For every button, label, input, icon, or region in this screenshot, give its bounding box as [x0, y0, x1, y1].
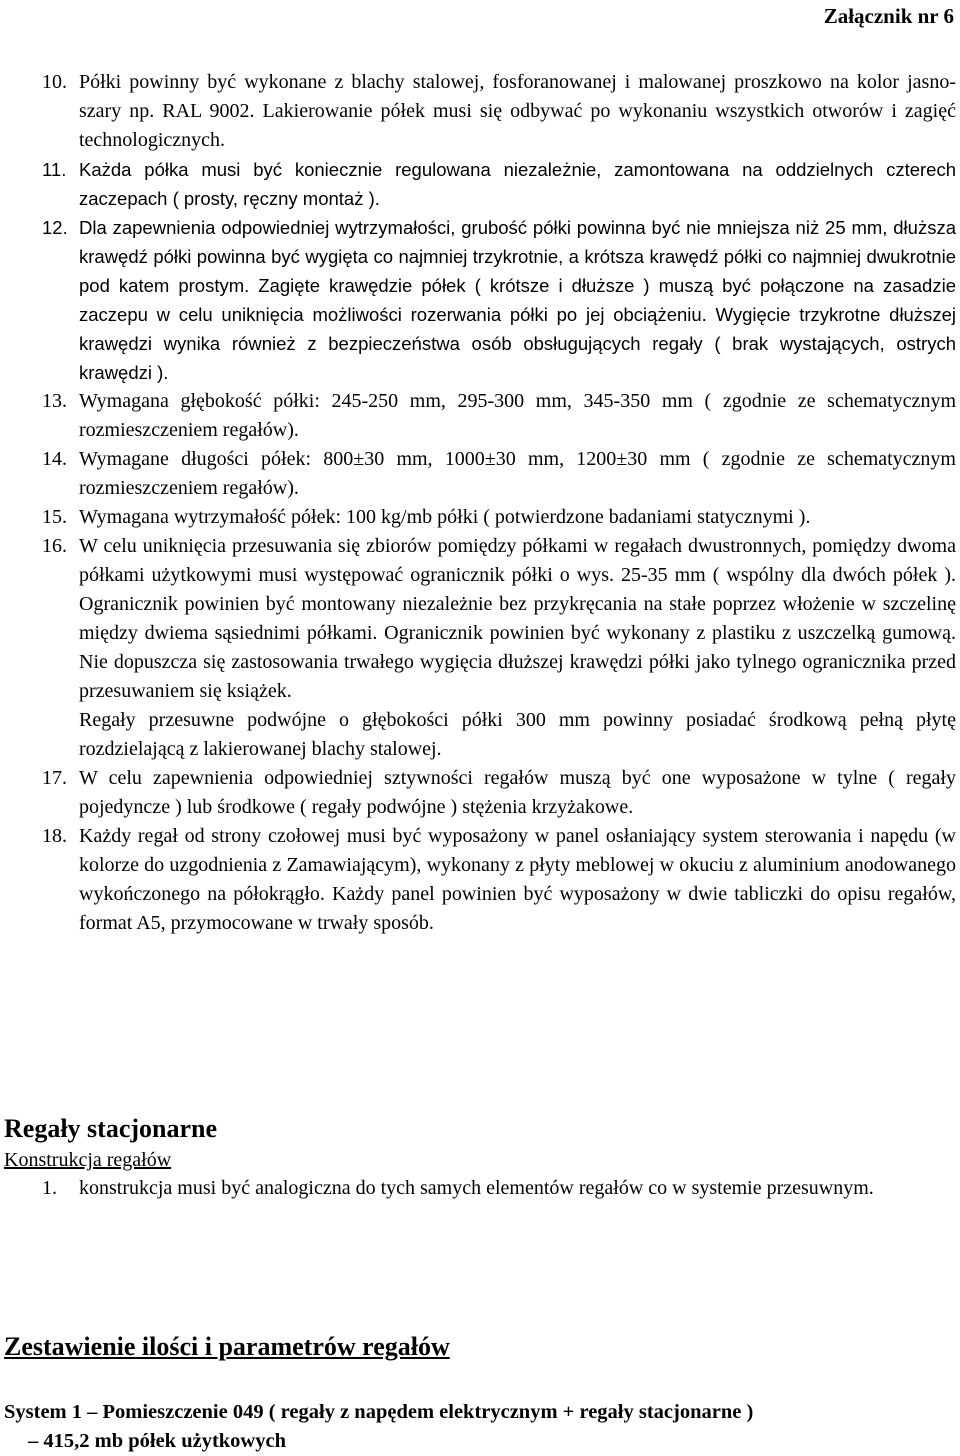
list-item: [42, 155, 956, 213]
list-item: [42, 532, 956, 764]
item-number: 18.: [42, 825, 67, 847]
list-item: [42, 822, 956, 938]
list-item: [42, 387, 956, 445]
item-text: Wymagana wytrzymałość półek: 100 kg/mb półki ( potwierdzone badaniami statycznymi ).: [79, 506, 811, 528]
item-text: Wymagana głębokość półki: 245-250 mm, 295-300 mm, 345-350 mm ( zgodnie ze schematycznym rozmieszczeniem regałów).: [79, 390, 956, 441]
list-item: [42, 1174, 956, 1203]
item-number: 10.: [42, 71, 67, 93]
item-text: Półki powinny być wykonane z blachy stalowej, fosforanowanej i malowanej proszkowo na kolor jasno-szary np. RAL 9002. Lakierowanie półek musi się odbywać po wykonaniu wszystkich otworów i zagięć technologicznych.: [79, 71, 956, 151]
list-item: [42, 68, 956, 155]
item-text: Każda półka musi być koniecznie regulowana niezależnie, zamontowana na oddzielnych czterech zaczepach ( prosty, ręczny montaż ).: [79, 159, 956, 209]
item-text-continuation: Regały przesuwne podwójne o głębokości półki 300 mm powinny posiadać środkową pełną płytę rozdzielającą z lakierowanej blachy stalowej.: [79, 709, 956, 760]
list-item: [42, 503, 956, 532]
requirements-list: [42, 68, 956, 938]
item-text: W celu zapewnienia odpowiedniej sztywności regałów muszą być one wyposażone w tylne ( regały pojedyncze ) lub środkowe ( regały podwójne ) stężenia krzyżakowe.: [79, 767, 956, 818]
item-number: 17.: [42, 767, 67, 789]
annex-label: Załącznik nr 6: [823, 4, 954, 28]
stationary-section: [4, 1112, 956, 1203]
system-summary: [4, 1398, 956, 1456]
system-line: System 1 – Pomieszczenie 049 ( regały z napędem elektrycznym + regały stacjonarne ): [4, 1401, 754, 1423]
list-item: [42, 764, 956, 822]
item-number: 1.: [42, 1177, 57, 1199]
item-number: 14.: [42, 448, 67, 470]
item-text: Każdy regał od strony czołowej musi być wyposażony w panel osłaniający system sterowania i napędu (w kolorze do uzgodnienia z Zamawiającym), wykonany z płyty meblowej w okuciu z aluminium anodowanego wykończonego na półokrągło. Każdy panel powinien być wyposażony w dwie tabliczki do opisu regałów, format A5, przymocowane w trwały sposób.: [79, 825, 956, 934]
section-heading: Regały stacjonarne: [4, 1114, 218, 1143]
item-number: 12.: [42, 217, 68, 238]
summary-heading: Zestawienie ilości i parametrów regałów: [4, 1332, 450, 1361]
item-text: konstrukcja musi być analogiczna do tych samych elementów regałów co w systemie przesuwnym.: [79, 1177, 874, 1199]
item-text: Wymagane długości półek: 800±30 mm, 1000±30 mm, 1200±30 mm ( zgodnie ze schematycznym rozmieszczeniem regałów).: [79, 448, 956, 499]
item-number: 16.: [42, 535, 67, 557]
system-line-total: – 415,2 mb półek użytkowych: [28, 1430, 286, 1452]
item-text: Dla zapewnienia odpowiedniej wytrzymałości, grubość półki powinna być nie mniejsza niż 25 mm, dłuższa krawędź półki powinna być wygięta co najmniej trzykrotnie, a krótsza krawędź półki co najmniej dwukrotnie pod katem prostym. Zagięte krawędzie półek ( krótsze i dłuższe ) muszą być połączone na zasadzie zaczepu w celu uniknięcia możliwości rozerwania półki po jej obciążeniu. Wygięcie trzykrotne dłuższej krawędzi wynika również z bezpieczeństwa osób obsługujących regały ( brak wystających, ostrych krawędzi ).: [79, 217, 956, 383]
section-subheading: Konstrukcja regałów: [4, 1149, 172, 1171]
item-number: 13.: [42, 390, 67, 412]
list-item: [42, 445, 956, 503]
item-number: 15.: [42, 506, 67, 528]
list-item: [42, 213, 956, 387]
item-text: W celu uniknięcia przesuwania się zbiorów pomiędzy półkami w regałach dwustronnych, pomiędzy dwoma półkami użytkowymi musi występować ogranicznik półki o wys. 25-35 mm ( wspólny dla dwóch półek ). Ogranicznik powinien być montowany niezależnie bez przykręcania na stałe poprzez włożenie w szczelinę między dwiema sąsiednimi półkami. Ogranicznik powinien być wykonany z plastiku z uszczelką gumową. Nie dopuszcza się zastosowania trwałego wygięcia dłuższej krawędzi półki jako tylnego ogranicznika przed przesuwaniem się książek.: [79, 535, 956, 702]
item-number: 11.: [42, 159, 67, 180]
